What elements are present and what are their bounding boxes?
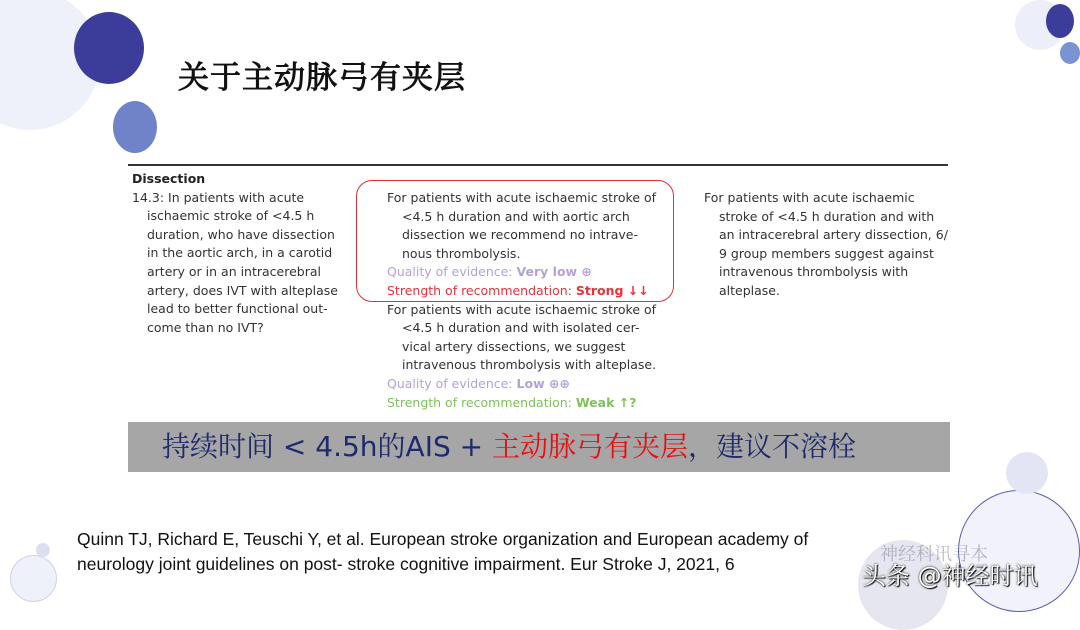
recommendation-2 — [387, 301, 677, 375]
citation-line: Quinn TJ, Richard E, Teuschi Y, et al. European stroke organization and European academy of — [77, 529, 809, 549]
text-line: artery, does IVT with alteplase — [147, 282, 338, 298]
text-line: nous thrombolysis. — [402, 245, 521, 261]
banner-text: 持续时间 < 4.5h的AIS + — [162, 430, 492, 463]
text-line: vical artery dissections, we suggest — [402, 338, 626, 354]
text-line: <4.5 h duration and with isolated cer- — [402, 320, 640, 336]
text-line: alteplase. — [719, 282, 780, 298]
label: Quality of evidence: — [387, 264, 517, 280]
section-heading: Dissection — [132, 171, 206, 186]
text-line: lead to better functional out- — [147, 301, 328, 317]
label: Quality of evidence: — [387, 375, 517, 391]
text-line: 14.3: In patients with acute — [132, 189, 305, 205]
label: Strength of recommendation: — [387, 394, 576, 410]
text-line: stroke of <4.5 h duration and with — [719, 208, 935, 224]
decor-circle — [113, 101, 157, 153]
banner-text: ，建议不溶栓 — [688, 430, 857, 463]
value: Very low ⊕ — [516, 264, 592, 280]
citation-line: neurology joint guidelines on post- stroke cognitive impairment. Eur Stroke J, 2021, 6 — [77, 554, 735, 574]
label: Strength of recommendation: — [387, 282, 576, 298]
question-text — [132, 189, 352, 338]
text-line: in the aortic arch, in a carotid — [147, 245, 333, 261]
expert-opinion-column — [704, 189, 954, 301]
text-line: For patients with acute ischaemic stroke of — [387, 190, 657, 205]
decor-circle — [1006, 452, 1048, 494]
strength-recommendation-2 — [387, 394, 677, 413]
expert-opinion — [704, 189, 954, 301]
watermark: 头条 @神经时讯 — [862, 562, 1038, 590]
decor-circle — [10, 555, 57, 602]
decor-circle — [74, 12, 144, 84]
decor-circle — [1060, 42, 1080, 64]
slide-title: 关于主动脉弓有夹层 — [178, 60, 466, 96]
text-line: dissection we recommend no intrave- — [402, 227, 638, 243]
citation — [77, 527, 808, 577]
text-line: artery or in an intracerebral — [147, 263, 322, 279]
text-line: intravenous thrombolysis with alteplase. — [402, 357, 657, 373]
text-line: ischaemic stroke of <4.5 h — [147, 208, 315, 224]
summary-banner — [128, 422, 950, 472]
value: Strong ↓↓ — [575, 282, 649, 298]
value: Weak ↑? — [575, 394, 637, 410]
text-line: come than no IVT? — [147, 319, 264, 335]
text-line: duration, who have dissection — [147, 226, 335, 242]
text-line: For patients with acute ischaemic stroke of — [387, 301, 657, 317]
text-line: 9 group members suggest against — [719, 245, 934, 261]
text-line: intravenous thrombolysis with — [719, 264, 909, 280]
banner-highlight: 主动脉弓有夹层 — [492, 430, 689, 463]
text-line: an intracerebral artery dissection, 6/ — [719, 227, 948, 243]
decor-circle — [1046, 4, 1074, 38]
text-line: <4.5 h duration and with aortic arch — [402, 208, 630, 224]
question-column — [132, 170, 352, 337]
table-top-rule — [128, 164, 948, 166]
highlight-box — [356, 180, 674, 302]
text-line: For patients with acute ischaemic — [704, 190, 915, 205]
value: Low ⊕⊕ — [516, 375, 570, 391]
watermark-faded: 神经科讯寻本 — [880, 544, 988, 565]
decor-circle — [36, 543, 50, 557]
quality-evidence-2 — [387, 375, 677, 394]
